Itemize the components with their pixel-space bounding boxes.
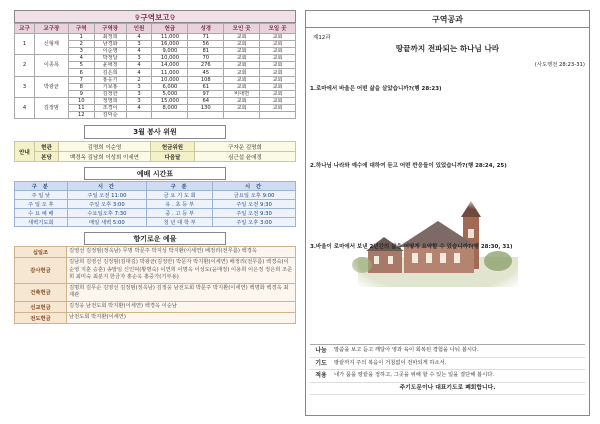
district-cell: 130 xyxy=(188,104,224,111)
offering-type: 십일조 xyxy=(15,247,67,258)
col-header: 모일 곳 xyxy=(260,24,296,34)
district-row xyxy=(15,55,296,62)
district-cell: 5 xyxy=(68,62,94,69)
district-cell: 교회 xyxy=(260,104,296,111)
district-cell xyxy=(126,112,152,119)
district-cell: 5,000 xyxy=(152,90,188,97)
district-report-title: ✞구역보고✞ xyxy=(14,10,296,23)
district-cell: 교회 xyxy=(260,62,296,69)
closing-text: 주기도문이나 대표기도로 폐회합니다. xyxy=(310,382,585,395)
worship-schedule-table xyxy=(14,181,296,227)
district-cell: 교회 xyxy=(224,62,260,69)
district-cell: 10 xyxy=(68,97,94,104)
offering-row xyxy=(15,247,296,258)
district-cell xyxy=(188,112,224,119)
service-key: 다음달 xyxy=(151,152,195,162)
district-cell: 45 xyxy=(188,69,224,76)
district-row xyxy=(15,97,296,104)
district-cell: 교회 xyxy=(224,97,260,104)
district-cell: 교회 xyxy=(260,83,296,90)
parish-leader: 박광균 xyxy=(34,76,68,97)
district-cell: 81 xyxy=(188,48,224,55)
district-cell: 12 xyxy=(68,112,94,119)
worship-cell: 수 요 예 배 xyxy=(15,209,68,218)
col-header: 시 간 xyxy=(67,182,147,191)
worship-cell: 주 일 낮 xyxy=(15,191,68,200)
col-header: 헌금 xyxy=(152,24,188,34)
worship-cell: 주일 오전 9:30 xyxy=(213,209,296,218)
district-cell xyxy=(224,112,260,119)
district-cell: 교회 xyxy=(260,34,296,41)
district-cell: 10,000 xyxy=(152,76,188,83)
district-cell: 70 xyxy=(188,55,224,62)
service-value: 심근섭 윤애정 xyxy=(195,152,296,162)
district-cell: 김은희 xyxy=(94,69,126,76)
service-key: 현관 xyxy=(35,142,59,152)
parish-number: 2 xyxy=(15,55,35,76)
district-cell: 11,000 xyxy=(152,34,188,41)
worship-header-row xyxy=(15,182,296,191)
district-cell: 최정희 xyxy=(94,34,126,41)
district-cell: 교회 xyxy=(224,69,260,76)
col-header: 인원 xyxy=(126,24,152,34)
district-cell: 정영희 xyxy=(94,97,126,104)
district-cell: 64 xyxy=(188,97,224,104)
district-cell: 교회 xyxy=(260,90,296,97)
lesson-panel xyxy=(305,10,590,416)
application-label: 기도 xyxy=(310,357,332,370)
worship-cell: 주일 오전 11:00 xyxy=(67,191,147,200)
district-cell: 61 xyxy=(188,83,224,90)
parish-leader: 신형재 xyxy=(34,34,68,55)
parish-number: 3 xyxy=(15,76,35,97)
district-cell: 이순영 xyxy=(94,48,126,55)
offering-donors: 남전도회 박지환(이세연) xyxy=(67,312,296,323)
parish-number: 1 xyxy=(15,34,35,55)
worship-cell: 새벽기도회 xyxy=(15,218,68,227)
district-cell xyxy=(260,112,296,119)
district-cell: 276 xyxy=(188,62,224,69)
district-cell: 108 xyxy=(188,76,224,83)
offering-row xyxy=(15,312,296,323)
offering-donors: 김남희 김영선 김정범(김대길) 박광균(김정란) 박문자 박지환(이세연) 배정리(전무름) 백경숙(이순영 지훈 승훈) 송말임 신인덕(황명숙) 이연희 이명옥 이성도(윤애정) 이용희 이은정 정은희 조준희 최미숙 최분지 한금자 홍순옥 홍중가(기부용) xyxy=(67,258,296,284)
district-cell: 교회 xyxy=(260,76,296,83)
district-cell: 1 xyxy=(68,34,94,41)
parish-number: 4 xyxy=(15,97,35,118)
worship-cell: 청 년 대 학 부 xyxy=(147,218,213,227)
application-text: 땅끝까지 주의 복음이 거침없이 전파되게 하소서. xyxy=(332,357,585,370)
district-cell: 10,000 xyxy=(152,55,188,62)
lesson-application-table xyxy=(310,344,585,395)
district-cell: 9,000 xyxy=(152,48,188,55)
district-cell: 교회 xyxy=(224,104,260,111)
worship-row xyxy=(15,218,296,227)
district-cell: 8,000 xyxy=(152,104,188,111)
district-row xyxy=(15,34,296,41)
district-cell: 3 xyxy=(68,48,94,55)
district-cell: 기보홍 xyxy=(94,83,126,90)
col-header: 교구장 xyxy=(34,24,68,34)
district-cell: 3 xyxy=(126,83,152,90)
offering-type: 건축헌금 xyxy=(15,283,67,301)
district-cell: 3 xyxy=(126,55,152,62)
district-cell: 홍응기 xyxy=(94,76,126,83)
offering-row xyxy=(15,258,296,284)
service-value: 김명희 이순영 xyxy=(59,142,151,152)
worship-cell: 주일 오후 3:00 xyxy=(67,200,147,209)
lesson-title: 땅끝까지 전파되는 하나님 나라 xyxy=(395,44,500,53)
service-value: 구자운 김명희 xyxy=(195,142,296,152)
service-key: 헌금위원 xyxy=(151,142,195,152)
worship-cell: 주 일 오 후 xyxy=(15,200,68,209)
worship-cell: 중 . 고 등 부 xyxy=(147,209,213,218)
district-cell: 교회 xyxy=(260,97,296,104)
col-header: 성경 xyxy=(188,24,224,34)
worship-cell: 주일 오후 3:00 xyxy=(213,218,296,227)
worship-row xyxy=(15,191,296,200)
worship-cell: 수요일오후 7:30 xyxy=(67,209,147,218)
district-cell: 11,000 xyxy=(152,69,188,76)
worship-cell: 유 . 초 등 부 xyxy=(147,200,213,209)
col-header: 구역장 xyxy=(94,24,126,34)
district-cell: 교회 xyxy=(260,41,296,48)
district-report-table xyxy=(14,23,296,119)
district-cell: 교회 xyxy=(224,34,260,41)
application-row xyxy=(310,357,585,370)
worship-cell: 주일 오전 9:30 xyxy=(213,200,296,209)
district-cell: 14,000 xyxy=(152,62,188,69)
offerings-table xyxy=(14,246,296,324)
district-cell: 4 xyxy=(126,104,152,111)
lesson-question: 2.하나님 나라와 예수에 대하여 듣고 어떤 반응들이 있었습니까?(행 28:24, 25) xyxy=(310,163,507,169)
service-row xyxy=(15,152,296,162)
application-text: 말씀을 보고 듣고 깨달아 영과 육이 회복된 경험을 나눠 봅시다. xyxy=(332,345,585,358)
district-row xyxy=(15,76,296,83)
col-header: 시 간 xyxy=(213,182,296,191)
service-label: 안내 xyxy=(15,142,35,162)
district-cell: 6,000 xyxy=(152,83,188,90)
worship-cell: 금 요 기 도 회 xyxy=(147,191,213,200)
col-header: 구 분 xyxy=(15,182,68,191)
district-cell: 남경화 xyxy=(94,41,126,48)
left-column xyxy=(14,10,296,324)
district-cell: 교회 xyxy=(224,41,260,48)
district-cell: 김덕순 xyxy=(94,112,126,119)
district-cell: 교회 xyxy=(224,83,260,90)
district-cell: 조경이 xyxy=(94,104,126,111)
worship-row xyxy=(15,200,296,209)
district-cell: 윤애정 xyxy=(94,62,126,69)
district-cell: 16,000 xyxy=(152,41,188,48)
district-cell: 3 xyxy=(126,97,152,104)
district-cell xyxy=(152,112,188,119)
district-cell: 56 xyxy=(188,41,224,48)
district-cell: 박정달 xyxy=(94,55,126,62)
district-cell: 97 xyxy=(188,90,224,97)
district-cell: 교회 xyxy=(224,48,260,55)
service-key: 본당 xyxy=(35,152,59,162)
application-row xyxy=(310,345,585,358)
district-cell: 15,000 xyxy=(152,97,188,104)
offering-donors: 김정웅 남전도회 박지환(이세연) 백경옥 이순남 xyxy=(67,301,296,312)
lesson-header: 구역공과 xyxy=(306,11,589,28)
closing-row xyxy=(310,382,585,395)
district-cell: 4 xyxy=(126,62,152,69)
col-header: 구역 xyxy=(68,24,94,34)
district-header-row xyxy=(15,24,296,34)
offering-row xyxy=(15,301,296,312)
district-cell: 4 xyxy=(126,69,152,76)
district-cell: 8 xyxy=(68,83,94,90)
district-cell: 9 xyxy=(68,90,94,97)
district-cell: 6 xyxy=(68,69,94,76)
offering-type: 전도헌금 xyxy=(15,312,67,323)
lesson-reference: (사도행전 28:23-31) xyxy=(534,62,585,68)
district-cell: 3 xyxy=(126,90,152,97)
district-cell: 7 xyxy=(68,76,94,83)
parish-leader: 이종목 xyxy=(34,55,68,76)
district-cell: 2 xyxy=(126,76,152,83)
lesson-number: 제12과 xyxy=(313,35,331,41)
offering-type: 감사헌금 xyxy=(15,258,67,284)
service-row xyxy=(15,142,296,152)
offering-row xyxy=(15,283,296,301)
district-cell: 교회 xyxy=(260,48,296,55)
application-row xyxy=(310,370,585,383)
district-cell: 11 xyxy=(68,104,94,111)
district-cell: 4 xyxy=(68,55,94,62)
district-cell: 김정한 xyxy=(94,90,126,97)
worship-schedule-title: 예배 시간표 xyxy=(84,167,226,180)
service-value: 백경옥 김남희 이성희 이세연 xyxy=(59,152,151,162)
col-header: 구 분 xyxy=(147,182,213,191)
col-header: 모인 곳 xyxy=(224,24,260,34)
col-header: 교구 xyxy=(15,24,35,34)
district-cell: 4 xyxy=(126,34,152,41)
parish-leader: 김정범 xyxy=(34,97,68,118)
application-label: 적용 xyxy=(310,370,332,383)
worship-cell: 금요일 오후 9:00 xyxy=(213,191,296,200)
service-volunteers-table xyxy=(14,141,296,162)
lesson-question: 3.바울이 로마에서 보낸 2년간의 삶을 어떻게 요약할 수 있습니까?(행 28:30, 31) xyxy=(310,244,513,250)
district-cell: 71 xyxy=(188,34,224,41)
district-cell: 2 xyxy=(68,41,94,48)
district-cell: 교회 xyxy=(260,55,296,62)
district-cell: 교회 xyxy=(224,76,260,83)
district-cell: 교회 xyxy=(260,69,296,76)
application-text: 내가 품을 땅끝을 정하고, 그곳을 위해 할 수 있는 일을 결단해 봅시다. xyxy=(332,370,585,383)
lesson-question: 1.로마에서 바울은 어떤 삶을 살았습니까?(행 28:23) xyxy=(310,86,442,92)
offering-donors: 김명희 김무순 김영선 김정범(정옥남) 김정웅 남전도회 박문주 박지환(이세연) 백명화 백경옥 최재관 xyxy=(67,283,296,301)
offering-type: 선교헌금 xyxy=(15,301,67,312)
district-cell: 교회 xyxy=(224,55,260,62)
worship-row xyxy=(15,209,296,218)
offerings-title: 향기로운 예물 xyxy=(84,232,226,245)
offering-donors: 김영선 김정범(정옥남) 무명 박문주 박지성 박지환(이세연) 배정리(전무름) 백경옥 xyxy=(67,247,296,258)
service-volunteers-title: 3월 봉사 위원 xyxy=(84,125,226,139)
district-cell: 비대면 xyxy=(224,90,260,97)
district-cell: 3 xyxy=(126,41,152,48)
district-cell: 4 xyxy=(126,48,152,55)
worship-cell: 매일 새벽 5:00 xyxy=(67,218,147,227)
application-label: 나눔 xyxy=(310,345,332,358)
